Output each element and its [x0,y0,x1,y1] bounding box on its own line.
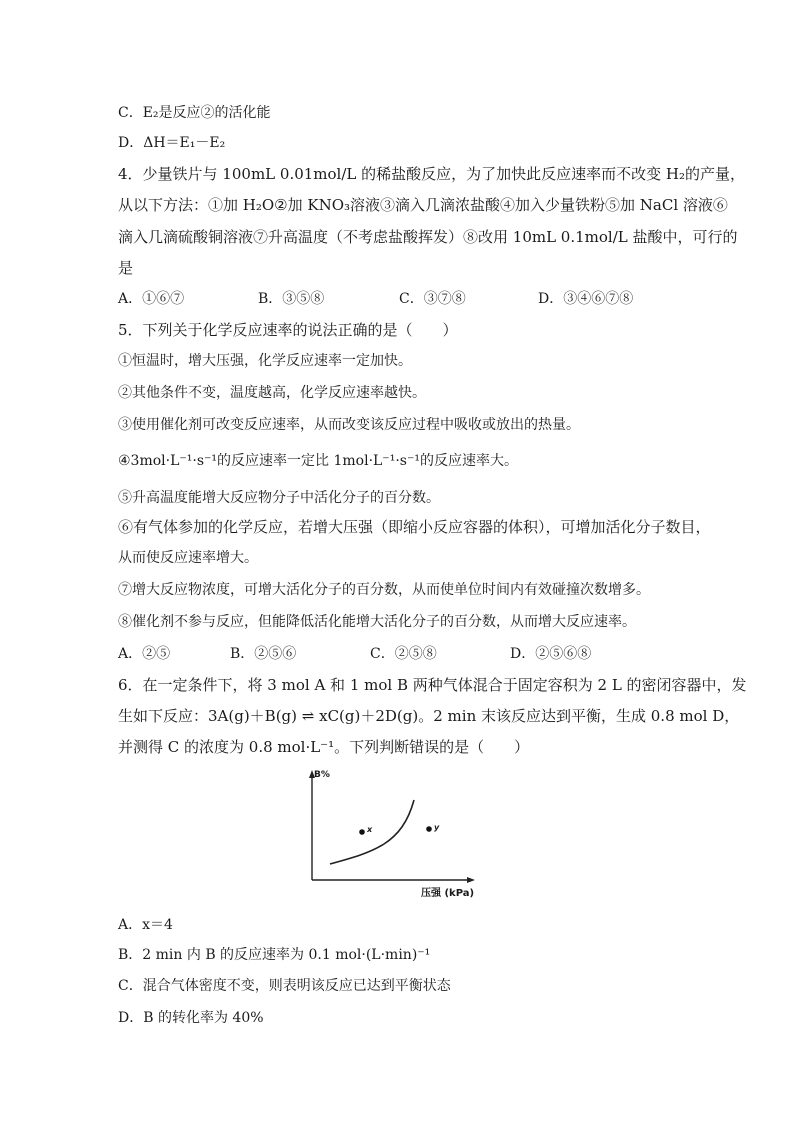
q4-option-d: D．③④⑥⑦⑧ [538,291,634,307]
q5-option-b: B．②⑤⑥ [230,646,297,662]
q6-option-b: B．2 min 内 B 的反应速率为 0.1 mol·(L·min)⁻¹ [118,947,431,963]
q4-option-b: B．③⑤⑧ [258,291,325,307]
q5-statement-5: ⑤升高温度能增大反应物分子中活化分子的百分数。 [118,490,440,506]
q5-statement-6-line-1: ⑥有气体参加的化学反应，若增大压强（即缩小反应容器的体积），可增加活化分子数目， [118,518,711,536]
q4-stem-line-4: 是 [118,259,134,277]
q5-statement-8: ⑧催化剂不参与反应，但能降低活化能增大活化分子的百分数，从而增大反应速率。 [118,614,636,630]
q5-option-d: D．②⑤⑥⑧ [510,646,592,662]
q5-statement-4: ④3mol·L⁻¹·s⁻¹的反应速率一定比 1mol·L⁻¹·s⁻¹的反应速率大。 [118,453,518,469]
q6-option-d: D．B 的转化率为 40% [118,1010,264,1026]
x-axis-arrow [467,877,475,883]
point-y-marker [426,826,432,832]
q3-option-d: D．ΔH＝E₁－E₂ [118,135,226,151]
q5-statement-3: ③使用催化剂可改变反应速率，从而改变该反应过程中吸收或放出的热量。 [118,417,580,433]
figure-y-label: B% [314,770,330,780]
pressure-b-percent-figure [296,768,480,898]
q5-option-c: C．②⑤⑧ [370,646,437,662]
q4-option-c: C．③⑦⑧ [399,291,466,307]
q3-option-c: C．E₂是反应②的活化能 [118,105,271,121]
q5-option-a: A．②⑤ [118,646,171,662]
q6-stem-line-3: 并测得 C 的浓度为 0.8 mol·L⁻¹。下列判断错误的是（ ） [118,738,530,756]
point-y-label: y [434,823,440,832]
q4-stem-line-3: 滴入几滴硫酸铜溶液⑦升高温度（不考虑盐酸挥发）⑧改用 10mL 0.1mol/L 盐酸中，可行的 [118,228,738,246]
point-x-marker [359,829,365,835]
q6-stem-line-2: 生如下反应：3A(g)＋B(g) ⇌ xC(g)＋2D(g)。2 min 末该反应达到平衡，生成 0.8 mol D， [118,707,740,725]
q6-option-a: A．x＝4 [118,917,173,933]
q4-stem-line-1: 4．少量铁片与 100mL 0.01mol/L 的稀盐酸反应，为了加快此反应速率而不改变 H₂的产量， [118,165,745,183]
q6-stem-line-1: 6．在一定条件下，将 3 mol A 和 1 mol B 两种气体混合于固定容积为 2 L 的密闭容器中，发 [118,676,747,694]
figure-x-label: 压强 (kPa) [421,888,475,899]
q5-statement-6-line-2: 从而使反应速率增大。 [118,550,258,566]
q4-stem-line-2: 从以下方法：①加 H₂O②加 KNO₃溶液③滴入几滴浓盐酸④加入少量铁粉⑤加 NaCl 溶液⑥ [118,196,728,214]
q4-option-a: A．①⑥⑦ [118,291,185,307]
q5-statement-2: ②其他条件不变，温度越高，化学反应速率越快。 [118,385,426,401]
q5-statement-1: ①恒温时，增大压强，化学反应速率一定加快。 [118,353,412,369]
q6-option-c: C．混合气体密度不变，则表明该反应已达到平衡状态 [118,978,451,994]
q5-stem: 5．下列关于化学反应速率的说法正确的是（ ） [118,321,458,339]
point-x-label: x [367,825,373,834]
q5-statement-7: ⑦增大反应物浓度，可增大活化分子的百分数，从而使单位时间内有效碰撞次数增多。 [118,582,650,598]
figure-graph [296,768,480,898]
